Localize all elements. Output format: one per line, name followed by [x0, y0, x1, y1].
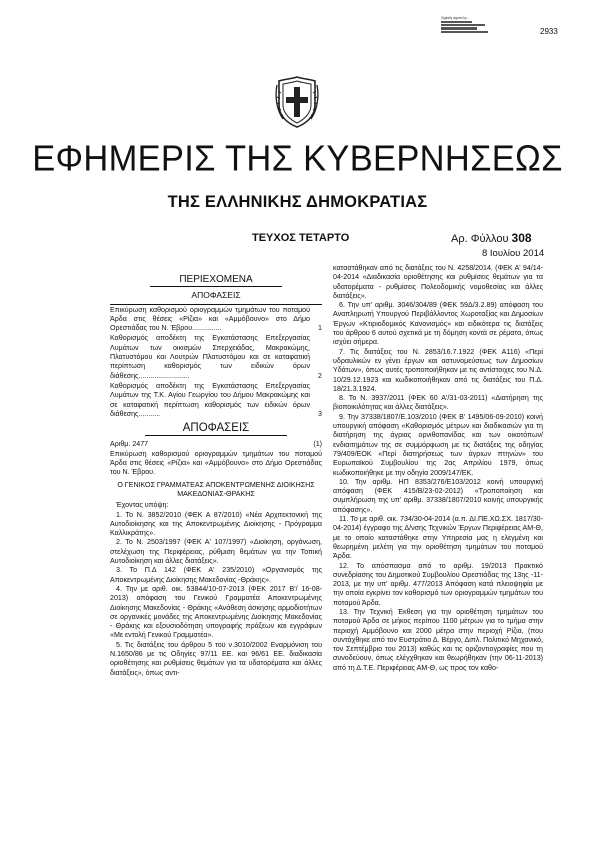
decision-subject: Επικύρωση καθορισμού οριογραμμών τμημάτων του ποταμού Άρδα στις θέσεις «Ρίζια» και «Αμμόβουνο» στο Δήμο Ορεστιάδας του Ν. Έβρου.: [110, 449, 322, 477]
toc-item-text: Καθορισμός αποδέκτη της Εγκατάστασης Επεξεργασίας Λυμάτων της Τ.Κ. Αγίου Γεωργίου του Δήμου Μακρακώμης και σε καταφατική περίπτωση καθορισμός των ειδικών όρων διάθεσης...........: [110, 381, 310, 418]
paragraph: 4. Την με αριθ. οικ. 53844/10-07-2013 (ΦΕΚ 2017 Β'/ 16-08-2013) απόφαση του Γενικού Γραμματέα Αποκεντρωμένης Διοίκησης Μακεδονίας - Θράκης «Ανάθεση άσκησης αρμοδιοτήτων σε οργανικές μονάδες της Αποκεντρωμένης Διοίκησης Μακεδονίας - Θράκης και εξουσιοδότηση υπογραφής πράξεων και εγγράφων «Με εντολή Γενικού Γραμματέα».: [110, 584, 322, 640]
paragraph: 9. Την 37338/1807/Ε.103/2010 (ΦΕΚ Β' 1495/06-09-2010) κοινή υπουργική απόφαση «Καθορισμός μέτρων και διαδικασιών για τη διατήρηση της άγριας ορνιθοπανίδας και των οικοτόπων/ενδιαιτημάτων της σε συμμόρφωση με τις διατάξεις της οδηγίας 79/409/ΕΟΚ «Περί διατηρήσεως των άγριων πτηνών» του Ευρωπαϊκού Συμβουλίου της 2ας Απριλίου 1979, όπως κωδικοποιήθηκε με την οδηγία 2009/147/ΕΚ.: [333, 412, 543, 477]
decision-number-line: [110, 440, 322, 449]
decision-number: Αριθμ. 2477: [110, 440, 149, 449]
issue-label: ΤΕΥΧΟΣ ΤΕΤΑΡΤΟ: [252, 232, 350, 244]
toc-item[interactable]: [110, 306, 322, 334]
toc-item-text: Επικύρωση καθορισμού οριογραμμών τμημάτων του ποταμού Άρδα στις θέσεις «Ρίζια» και «Αμμόβουνο» στο Δήμο Ορεστιάδας του Ν. Έβρου...............: [110, 305, 310, 333]
greek-coat-of-arms-icon: [275, 75, 319, 129]
paragraph: 10. Την αριθμ. ΗΠ 8353/276/Ε103/2012 κοινή υπουργική απόφαση (ΦΕΚ 415/Β/23-02-2012) «Τροποποίηση και συμπλήρωση της υπ' αριθμ. 37338/1807/2010 κοινής υπουργικής απόφασης».: [333, 477, 543, 514]
toc-item[interactable]: [110, 334, 322, 380]
left-column: [110, 264, 322, 678]
paragraph: 7. Τις διατάξεις του Ν. 2853/16.7.1922 (ΦΕΚ Α116) «Περί υδραυλικών εν γένει έργων και αστυνομεύσεως των Δημοσίων Υδάτων», όπως αυτές τροποποιήθηκαν με τις αντίστοιχες του Ν.Δ. 10/29.12.1923 και κωδικοποιήθηκαν από τις διατάξεις του Π.Δ. 18/21.3.1924.: [333, 347, 543, 393]
toc-item-page: 2: [318, 371, 322, 380]
paragraph: 2. Το Ν. 2503/1997 (ΦΕΚ Α' 107/1997) «Διοίκηση, οργάνωση, στελέχωση της Περιφέρειας, ρύθμιση θεμάτων για την Τοπική Αυτοδιοίκηση και άλλες διατάξεις».: [110, 538, 322, 566]
decisions-heading: ΑΠΟΦΑΣΕΙΣ: [182, 422, 250, 435]
toc-item[interactable]: [110, 382, 322, 419]
decision-authority: Ο ΓΕΝΙΚΟΣ ΓΡΑΜΜΑΤΕΑΣ ΑΠΟΚΕΝΤΡΩΜΕΝΗΣ ΔΙΟΙΚΗΣΗΣ ΜΑΚΕΔΟΝΙΑΣ-ΘΡΑΚΗΣ: [117, 480, 315, 498]
toc-item-page: 1: [318, 324, 322, 333]
toc-subheading: ΑΠΟΦΑΣΕΙΣ: [191, 290, 241, 301]
page-number: 2933: [540, 27, 558, 36]
gazette-title: ΕΦΗΜΕΡΙΣ ΤΗΣ ΚΥΒΕΡΝΗΣΕΩΣ: [32, 139, 563, 179]
paragraph: 8. Το Ν. 3937/2011 (ΦΕΚ 60 Α'/31-03-2011) «Διατήρηση της βιοποικιλότητας και άλλες διατάξεις».: [333, 394, 543, 412]
sheet-number: [451, 231, 532, 245]
digital-signature-stamp: [441, 16, 493, 50]
issue-date: 8 Ιουλίου 2014: [482, 248, 545, 259]
gazette-subtitle: ΤΗΣ ΕΛΛΗΝΙΚΗΣ ΔΗΜΟΚΡΑΤΙΑΣ: [167, 193, 428, 211]
paragraph: 1. Το Ν. 3852/2010 (ΦΕΚ Α 87/2010) «Νέα Αρχιτεκτονική της Αυτοδιοίκησης και της Αποκεντρωμένης Διοίκησης - Πρόγραμμα Καλλικράτης».: [110, 510, 322, 538]
paragraph: 6. Την υπ' αριθμ. 3046/304/89 (ΦΕΚ 59Δ/3.2.89) απόφαση του Αναπληρωτή Υπουργού Περιβάλλοντος Χωροταξίας και Δημοσίων Έργων «Κτιριοδομικός Κανονισμός» και ειδικότερα τις διατάξεις του άρθρου 6 αυτού σχετικά με τη δόμηση κοντά σε ρέματα, όπως ισχύει σήμερα.: [333, 301, 543, 347]
decision-paren: (1): [313, 440, 322, 449]
right-column: [333, 264, 543, 673]
sheet-label: Αρ. Φύλλου: [451, 233, 509, 245]
having-in-mind: Έχοντας υπόψη:: [116, 501, 169, 510]
toc-heading: ΠΕΡΙΕΧΟΜΕΝΑ: [179, 274, 253, 285]
paragraph: 12. Το απόσπασμα από το αριθμ. 19/2013 Πρακτικό συνεδρίασης του Δημοτικού Συμβουλίου Ορεστιάδας της 13ης -11-2013, με την υπ' αριθμ. 477/2013 Απόφαση κατά πλειοψηφία με την οποία εγκρίνει τον καθορισμό των οριογραμμών τμημάτων του ποταμού Άρδα.: [333, 561, 543, 607]
sheet-number-value: 308: [511, 231, 532, 245]
paragraph: 3. Το Π.Δ 142 (ΦΕΚ Α' 235/2010) «Οργανισμός της Αποκεντρωμένης Διοίκησης Μακεδονίας -Θράκης».: [110, 566, 322, 584]
toc-item-page: 3: [318, 409, 322, 418]
stamp-text: Digitally signed by ...: [441, 16, 471, 20]
paragraph: 5. Τις διατάξεις του άρθρου 5 του ν.3010/2002 Εναρμόνιση του Ν.1650/86 με τις Οδηγίες 97/11 ΕΕ. και 96/61 ΕΕ. διαδικασία οριοθέτησης και ρυθμίσεις θεμάτων για τα υδατορέματα και άλλες διατάξεις», όπως αντι-: [110, 640, 322, 677]
toc-item-text: Καθορισμός αποδέκτη της Εγκατάστασης Επεξεργασίας Λυμάτων των οικισμών Σπερχειάδας, Μακρακώμης, Πλατυστόμου και Λουτρών Πλατυστόμου και σε καταφατική περίπτωση καθορισμός των ειδικών όρων διάθεσης..........................: [110, 334, 310, 380]
paragraph: 13. Την Τεχνική Έκθεση για την οριοθέτηση τμημάτων του ποταμού Άρδα σε μήκος περίπου 1100 μέτρων για το τμήμα στην περιοχή Αμμόβουνο και 2000 μέτρα στην περιοχή Ρίζια, (που συντάχθηκε από τον Ευστράτιο Δ. Βέργο, Διπλ. Πολιτικό Μηχανικό, τον Σεπτέμβριο του 2013) καθώς και τις οριζοντιογραφίες που τη συνοδεύουν, όπως ελέγχθηκαν και θεωρήθηκαν (την 06-11-2013) από τη Δ.Τ.Ε. Περιφέρειας ΑΜ-Θ, ως προς τον καθο-: [333, 607, 543, 672]
paragraph: 11. Το με αριθ. οικ. 734/30-04-2014 (α.π. ΔΙ.ΠΕ.ΧΩ.ΣΧ. 1817/30-04-2014) έγγραφο της Δ/νσης Τεχνικών Έργων Περιφέρειας ΑΜ-Θ, με το οποίο καταστάθηκε στην Υπηρεσία μας η ελεγμένη και θεωρημένη μελέτη για την οριοθέτηση τμημάτων του ποταμού Άρδα.: [333, 515, 543, 561]
paragraph: καταστάθηκαν από τις διατάξεις του Ν. 4258/2014. (ΦΕΚ Α' 94/14-04-2014 «Διαδικασία οριοθέτησης και ρυθμίσεις θεμάτων για τα υδατορέματα - ρυθμίσεις Πολεοδομικής νομοθεσίας και άλλες διατάξεις».: [333, 264, 543, 300]
